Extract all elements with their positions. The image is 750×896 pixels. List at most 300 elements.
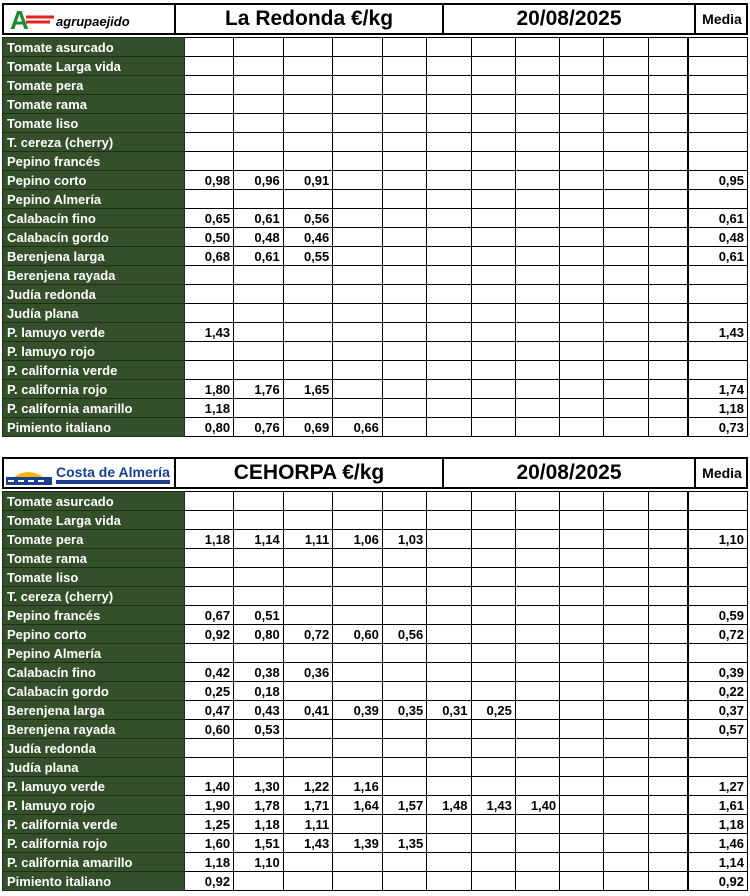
price-cell: 0,31 <box>427 701 471 720</box>
product-name: Tomate rama <box>3 549 185 568</box>
price-cell <box>515 133 559 152</box>
price-cell <box>234 511 284 530</box>
media-cell: 1,18 <box>688 815 747 834</box>
price-cell: 1,14 <box>234 530 284 549</box>
media-cell: 0,92 <box>688 872 747 891</box>
price-cell <box>234 114 284 133</box>
media-cell <box>688 758 747 777</box>
price-cell <box>648 663 688 682</box>
price-cell <box>560 57 604 76</box>
product-name: Judía plana <box>3 758 185 777</box>
price-cell <box>515 380 559 399</box>
price-cell <box>604 777 648 796</box>
price-cell <box>560 285 604 304</box>
price-cell <box>471 815 515 834</box>
price-cell <box>333 38 383 57</box>
price-cell: 1,11 <box>283 530 333 549</box>
price-cell: 0,66 <box>333 418 383 437</box>
price-table-cehorpa <box>2 457 748 893</box>
media-header: Media <box>702 465 742 481</box>
table-row <box>3 701 748 720</box>
media-cell <box>688 511 747 530</box>
price-cell: 0,47 <box>184 701 234 720</box>
price-cell: 1,18 <box>184 399 234 418</box>
price-cell <box>560 190 604 209</box>
price-cell <box>427 228 471 247</box>
price-cell <box>515 418 559 437</box>
product-name: Berenjena larga <box>3 247 185 266</box>
price-cell: 0,46 <box>283 228 333 247</box>
price-cell <box>283 57 333 76</box>
price-cell <box>648 701 688 720</box>
price-cell <box>283 285 333 304</box>
price-cell <box>382 872 426 891</box>
price-cell <box>333 644 383 663</box>
price-cell <box>283 190 333 209</box>
price-cell <box>382 209 426 228</box>
media-cell: 0,57 <box>688 720 747 739</box>
price-cell <box>648 644 688 663</box>
price-cell <box>427 171 471 190</box>
price-cell <box>283 758 333 777</box>
price-cell <box>427 247 471 266</box>
price-cell <box>427 304 471 323</box>
logo-text: agrupaejido <box>56 14 130 29</box>
media-cell <box>688 644 747 663</box>
table-row <box>3 152 748 171</box>
price-cell <box>515 853 559 872</box>
media-cell: 1,14 <box>688 853 747 872</box>
media-cell <box>688 285 747 304</box>
product-name: Berenjena rayada <box>3 266 185 285</box>
price-cell <box>648 266 688 285</box>
price-cell <box>515 549 559 568</box>
price-cell <box>471 361 515 380</box>
price-cell <box>648 606 688 625</box>
media-cell: 1,61 <box>688 796 747 815</box>
price-cell <box>515 190 559 209</box>
price-cell <box>604 758 648 777</box>
price-cell <box>648 247 688 266</box>
price-cell <box>604 209 648 228</box>
price-cell: 0,53 <box>234 720 284 739</box>
price-cell <box>427 758 471 777</box>
product-name: Berenjena larga <box>3 701 185 720</box>
price-cell <box>283 606 333 625</box>
price-cell: 1,60 <box>184 834 234 853</box>
price-cell <box>471 853 515 872</box>
price-cell <box>283 114 333 133</box>
price-cell: 1,43 <box>283 834 333 853</box>
price-cell <box>382 114 426 133</box>
price-cell <box>471 530 515 549</box>
price-cell <box>333 247 383 266</box>
media-cell <box>688 95 747 114</box>
price-cell <box>648 815 688 834</box>
price-cell <box>382 247 426 266</box>
price-cell <box>648 57 688 76</box>
price-cell <box>648 777 688 796</box>
logo-text: Costa de Almería <box>56 464 170 480</box>
product-name: P. california amarillo <box>3 853 185 872</box>
price-cell <box>382 399 426 418</box>
product-name: Tomate pera <box>3 76 185 95</box>
price-cell <box>184 644 234 663</box>
price-cell <box>604 152 648 171</box>
price-cell <box>382 418 426 437</box>
price-cell: 1,43 <box>471 796 515 815</box>
price-cell: 0,56 <box>382 625 426 644</box>
price-cell: 0,65 <box>184 209 234 228</box>
price-cell <box>471 266 515 285</box>
product-name: P. lamuyo verde <box>3 323 185 342</box>
price-cell <box>382 152 426 171</box>
price-cell <box>515 304 559 323</box>
price-cell: 0,69 <box>283 418 333 437</box>
table-row <box>3 285 748 304</box>
table-header <box>2 3 748 35</box>
price-cell <box>515 171 559 190</box>
product-name: Tomate asurcado <box>3 492 185 511</box>
price-cell <box>648 872 688 891</box>
price-cell <box>648 380 688 399</box>
price-cell <box>184 342 234 361</box>
price-cell <box>471 872 515 891</box>
table-row <box>3 266 748 285</box>
price-cell <box>427 399 471 418</box>
price-cell <box>333 606 383 625</box>
price-cell <box>184 304 234 323</box>
price-cell <box>382 171 426 190</box>
price-cell <box>184 511 234 530</box>
media-cell: 0,61 <box>688 209 747 228</box>
price-cell: 1,35 <box>382 834 426 853</box>
price-cell <box>604 644 648 663</box>
price-cell <box>382 777 426 796</box>
price-cell: 1,65 <box>283 380 333 399</box>
price-cell: 0,39 <box>333 701 383 720</box>
price-cell <box>604 399 648 418</box>
price-cell <box>234 587 284 606</box>
price-cell: 1,57 <box>382 796 426 815</box>
price-cell <box>648 228 688 247</box>
product-name: Calabacín gordo <box>3 228 185 247</box>
price-cell <box>471 114 515 133</box>
price-cell <box>333 228 383 247</box>
table-row <box>3 815 748 834</box>
price-cell <box>283 872 333 891</box>
table-row <box>3 418 748 437</box>
price-cell <box>382 511 426 530</box>
price-cell <box>382 549 426 568</box>
price-cell <box>427 133 471 152</box>
price-cell <box>234 361 284 380</box>
price-cell <box>184 568 234 587</box>
price-cell <box>427 530 471 549</box>
price-cell <box>427 361 471 380</box>
price-cell <box>604 304 648 323</box>
price-cell <box>604 682 648 701</box>
price-cell <box>648 758 688 777</box>
table-row <box>3 511 748 530</box>
price-cell <box>560 834 604 853</box>
market-title: La Redonda €/kg <box>224 7 394 30</box>
price-cell <box>382 380 426 399</box>
table-row <box>3 720 748 739</box>
product-name: Tomate Larga vida <box>3 511 185 530</box>
price-cell <box>333 682 383 701</box>
agrupaejido-logo-mark <box>4 5 174 33</box>
price-cell: 1,06 <box>333 530 383 549</box>
price-cell <box>560 625 604 644</box>
price-cell <box>648 171 688 190</box>
media-cell: 1,27 <box>688 777 747 796</box>
price-cell <box>471 76 515 95</box>
price-cell <box>333 266 383 285</box>
price-cell <box>234 133 284 152</box>
price-cell <box>648 285 688 304</box>
media-cell <box>688 739 747 758</box>
price-cell <box>234 739 284 758</box>
media-cell <box>688 361 747 380</box>
price-cell <box>515 530 559 549</box>
price-cell <box>427 57 471 76</box>
price-cell <box>604 625 648 644</box>
price-cell <box>604 834 648 853</box>
price-cell <box>427 739 471 758</box>
table-row <box>3 644 748 663</box>
price-cell <box>427 380 471 399</box>
price-cell <box>184 285 234 304</box>
product-name: Berenjena rayada <box>3 720 185 739</box>
price-cell <box>560 720 604 739</box>
media-cell: 0,39 <box>688 663 747 682</box>
table-row <box>3 872 748 891</box>
product-name: T. cereza (cherry) <box>3 133 185 152</box>
price-cell <box>184 492 234 511</box>
price-cell <box>515 38 559 57</box>
price-cell <box>471 682 515 701</box>
price-cell <box>560 853 604 872</box>
price-cell <box>515 682 559 701</box>
price-cell <box>648 720 688 739</box>
price-cell <box>648 625 688 644</box>
table-row <box>3 342 748 361</box>
price-cell <box>560 758 604 777</box>
price-cell: 0,91 <box>283 171 333 190</box>
price-cell <box>515 228 559 247</box>
price-cell <box>333 853 383 872</box>
price-cell <box>427 190 471 209</box>
price-cell <box>648 361 688 380</box>
price-cell <box>515 323 559 342</box>
date-label: 20/08/2025 <box>516 461 622 484</box>
price-cell <box>234 323 284 342</box>
price-cell <box>471 606 515 625</box>
price-cell: 0,68 <box>184 247 234 266</box>
price-cell <box>560 682 604 701</box>
price-cell <box>382 644 426 663</box>
price-cell <box>471 304 515 323</box>
price-cell <box>427 587 471 606</box>
price-cell <box>560 815 604 834</box>
price-cell <box>333 758 383 777</box>
price-cell <box>604 342 648 361</box>
price-cell <box>382 133 426 152</box>
price-cell <box>648 682 688 701</box>
price-cell <box>234 266 284 285</box>
media-cell: 1,10 <box>688 530 747 549</box>
costa-de-almeria-logo <box>4 459 174 487</box>
price-cell: 0,67 <box>184 606 234 625</box>
price-cell: 0,80 <box>234 625 284 644</box>
table-row <box>3 133 748 152</box>
price-cell <box>382 492 426 511</box>
table-header <box>2 457 748 489</box>
price-cell <box>648 399 688 418</box>
price-cell <box>560 209 604 228</box>
price-cell <box>184 38 234 57</box>
price-cell <box>333 190 383 209</box>
price-cell <box>427 266 471 285</box>
price-cell <box>560 492 604 511</box>
price-cell <box>184 133 234 152</box>
table-row <box>3 323 748 342</box>
product-name: Calabacín gordo <box>3 682 185 701</box>
price-cell: 1,18 <box>184 530 234 549</box>
price-cell <box>234 492 284 511</box>
price-cell <box>333 285 383 304</box>
price-cell <box>515 492 559 511</box>
price-cell <box>427 625 471 644</box>
price-cell: 1,03 <box>382 530 426 549</box>
price-cell <box>427 720 471 739</box>
price-cell <box>283 76 333 95</box>
price-cell <box>382 323 426 342</box>
media-cell: 0,73 <box>688 418 747 437</box>
price-cell <box>382 76 426 95</box>
price-cell <box>560 114 604 133</box>
price-cell <box>604 323 648 342</box>
price-cell <box>333 492 383 511</box>
product-name: Pimiento italiano <box>3 418 185 437</box>
price-cell <box>471 834 515 853</box>
table-row <box>3 606 748 625</box>
price-cell <box>333 171 383 190</box>
price-cell <box>515 758 559 777</box>
price-cell <box>471 133 515 152</box>
price-cell <box>604 266 648 285</box>
product-name: P. california verde <box>3 361 185 380</box>
table-row <box>3 76 748 95</box>
table-row <box>3 625 748 644</box>
price-cell <box>283 739 333 758</box>
price-cell <box>515 739 559 758</box>
price-cell <box>604 701 648 720</box>
price-cell <box>427 492 471 511</box>
price-cell <box>333 114 383 133</box>
price-cell <box>427 342 471 361</box>
price-cell <box>560 171 604 190</box>
table-row <box>3 399 748 418</box>
price-cell <box>234 152 284 171</box>
price-cell <box>560 247 604 266</box>
price-cell <box>333 549 383 568</box>
price-cell: 1,64 <box>333 796 383 815</box>
price-cell: 1,48 <box>427 796 471 815</box>
price-cell <box>427 114 471 133</box>
price-cell <box>648 568 688 587</box>
price-cell: 0,56 <box>283 209 333 228</box>
price-cell <box>333 209 383 228</box>
table-row <box>3 228 748 247</box>
price-cell: 0,41 <box>283 701 333 720</box>
price-cell <box>560 606 604 625</box>
price-cell <box>382 361 426 380</box>
table-row <box>3 663 748 682</box>
price-cell: 0,43 <box>234 701 284 720</box>
price-cell <box>283 682 333 701</box>
price-cell <box>648 190 688 209</box>
price-cell: 0,35 <box>382 701 426 720</box>
price-cell: 1,10 <box>234 853 284 872</box>
table-row <box>3 38 748 57</box>
price-cell: 0,25 <box>471 701 515 720</box>
price-cell <box>604 133 648 152</box>
price-cell <box>560 587 604 606</box>
price-cell <box>471 739 515 758</box>
price-cell <box>427 682 471 701</box>
product-name: Judía redonda <box>3 285 185 304</box>
price-cell <box>471 587 515 606</box>
price-cell <box>604 606 648 625</box>
price-cell <box>560 361 604 380</box>
price-cell <box>382 606 426 625</box>
price-cell <box>283 568 333 587</box>
media-cell <box>688 549 747 568</box>
price-cell <box>283 304 333 323</box>
price-cell <box>184 152 234 171</box>
price-cell <box>515 644 559 663</box>
price-cell <box>560 777 604 796</box>
price-cell <box>515 625 559 644</box>
table-row <box>3 57 748 76</box>
price-cell <box>560 568 604 587</box>
price-cell <box>515 815 559 834</box>
product-name: P. california rojo <box>3 834 185 853</box>
price-cell <box>604 57 648 76</box>
table-row <box>3 834 748 853</box>
table-row <box>3 587 748 606</box>
price-cell: 1,51 <box>234 834 284 853</box>
price-cell: 1,90 <box>184 796 234 815</box>
price-cell <box>184 114 234 133</box>
price-cell <box>604 511 648 530</box>
price-cell <box>515 399 559 418</box>
price-cell <box>604 228 648 247</box>
table-row <box>3 549 748 568</box>
price-cell <box>604 663 648 682</box>
price-cell <box>427 777 471 796</box>
price-cell <box>471 171 515 190</box>
price-cell <box>648 114 688 133</box>
media-cell <box>688 492 747 511</box>
price-cell: 0,80 <box>184 418 234 437</box>
price-cell <box>234 644 284 663</box>
price-cell <box>604 285 648 304</box>
price-cell <box>471 152 515 171</box>
price-cell <box>333 720 383 739</box>
